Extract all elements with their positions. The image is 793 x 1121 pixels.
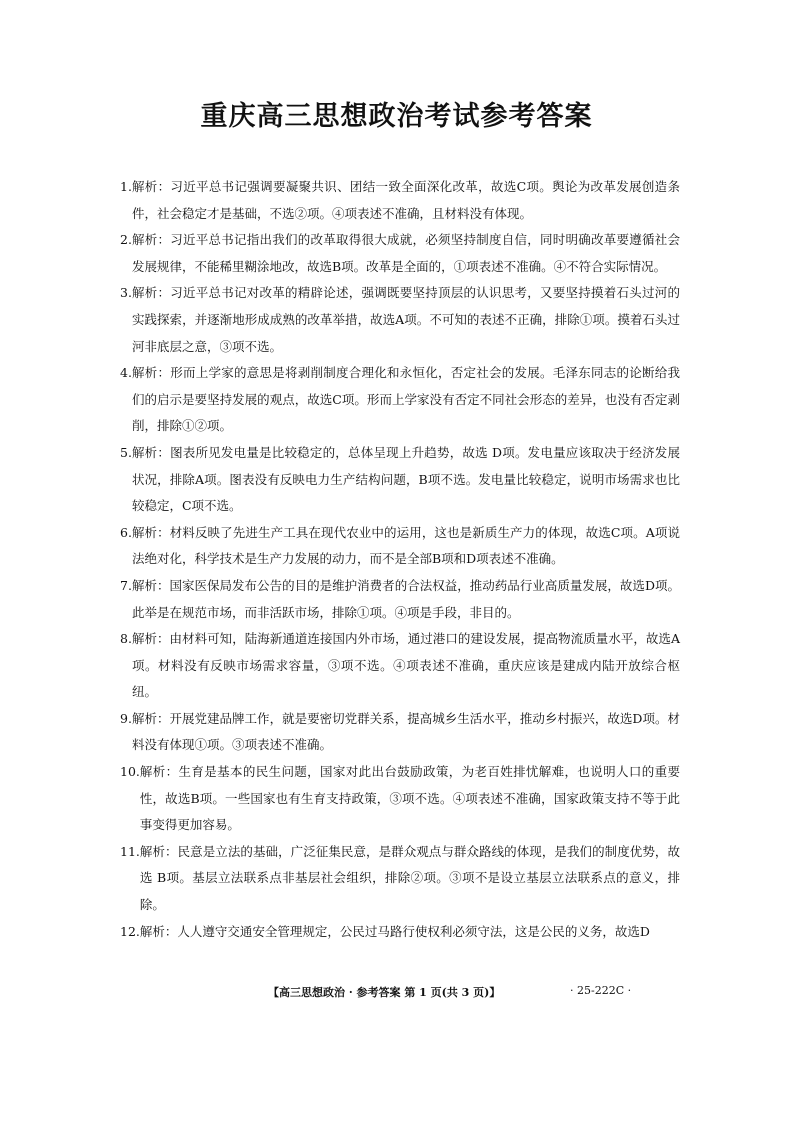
answer-item (120, 174, 680, 227)
answer-text: 解析：材料反映了先进生产工具在现代农业中的运用，这也是新质生产力的体现，故选C项。A项说法绝对化，科学技术是生产力发展的动力，而不是全部B项和D项表述不准确。 (131, 524, 680, 567)
answer-text: 解析：习近平总书记强调要凝聚共识、团结一致全面深化改革，故选C项。舆论为改革发展创造条件，社会稳定才是基础，不选②项。④项表述不准确，且材料没有体现。 (131, 179, 680, 221)
answer-text: 解析：民意是立法的基础，广泛征集民意，是群众观点与群众路线的体现，是我们的制度优势，故选 B项。基层立法联系点非基层社会组织，排除②项。③项不是设立基层立法联系点的意义，排除。 (139, 843, 680, 913)
answer-number: 11. (120, 843, 140, 859)
answer-item (120, 839, 680, 919)
answer-number: 2. (120, 232, 132, 248)
answer-number: 1. (120, 179, 132, 194)
page-title: 重庆高三思想政治考试参考答案 (200, 101, 593, 132)
answer-text: 解析：习近平总书记指出我们的改革取得很大成就，必须坚持制度自信，同时明确改革要遵循社会发展规律，不能稀里糊涂地改，故选B项。改革是全面的，①项表述不准确。④不符合实际情况。 (131, 232, 680, 274)
answer-item (120, 440, 680, 520)
answer-item (120, 706, 680, 759)
answer-text: 解析：生育是基本的民生问题，国家对此出台鼓励政策，为老百姓排忧解难，也说明人口的重要性，故选B项。一些国家也有生育支持政策，③项不选。④项表述不准确，国家政策支持不等于此事变得更加容易。 (139, 764, 680, 833)
answer-number: 6. (120, 524, 132, 540)
answer-number: 4. (120, 365, 132, 381)
answer-item (120, 626, 680, 706)
answer-number: 10. (120, 764, 140, 780)
answer-number: 7. (120, 577, 132, 593)
answer-item (120, 520, 680, 573)
answer-item (120, 360, 680, 440)
answer-text: 解析：国家医保局发布公告的目的是维护消费者的合法权益，推动药品行业高质量发展，故选D项。此举是在规范市场，而非活跃市场，排除①项。④项是手段，非目的。 (131, 577, 680, 620)
footer-code: · 25-222C · (570, 984, 632, 997)
answer-number: 9. (120, 710, 132, 726)
answer-text: 解析：图表所见发电量是比较稳定的，总体呈现上升趋势，故选 D项。发电量应该取决于经济发展状况，排除A项。图表没有反映电力生产结构问题，B项不选。发电量比较稳定，说明市场需求也比较稳定，C项不选。 (131, 444, 680, 514)
answer-text: 解析：开展党建品牌工作，就是要密切党群关系，提高城乡生活水平，推动乡村振兴，故选D项。材料没有体现①项。③项表述不准确。 (131, 710, 680, 753)
answer-text: 解析：人人遵守交通安全管理规定，公民过马路行使权利必须守法，这是公民的义务，故选D (139, 923, 650, 939)
answer-text: 解析：习近平总书记对改革的精辟论述，强调既要坚持顶层的认识思考，又要坚持摸着石头过河的实践探索，并逐渐地形成成熟的改革举措，故选A项。不可知的表述不正确，排除①项。摸着石头过河非底层之意，③项不选。 (131, 285, 680, 354)
answer-text: 解析：形而上学家的意思是将剥削制度合理化和永恒化，否定社会的发展。毛泽东同志的论断给我们的启示是要坚持发展的观点，故选C项。形而上学家没有否定不同社会形态的差异，也没有否定剥削，排除①②项。 (131, 365, 680, 434)
answer-number: 8. (120, 631, 132, 647)
answer-text: 解析：由材料可知，陆海新通道连接国内外市场，通过港口的建设发展，提高物流质量水平，故选A项。材料没有反映市场需求容量，③项不选。④项表述不准确，重庆应该是建成内陆开放综合枢纽。 (131, 631, 680, 700)
answer-number: 3. (120, 285, 132, 301)
footer-page-info: 【高三思想政治 · 参考答案 第 1 页(共 3 页)】 (268, 986, 501, 999)
answer-number: 12. (120, 923, 140, 939)
answer-item (120, 919, 680, 946)
answer-item (120, 227, 680, 280)
answer-item (120, 573, 680, 626)
answer-item (120, 280, 680, 360)
answer-number: 5. (120, 444, 132, 460)
answer-item (120, 759, 680, 839)
answer-list (120, 174, 680, 945)
